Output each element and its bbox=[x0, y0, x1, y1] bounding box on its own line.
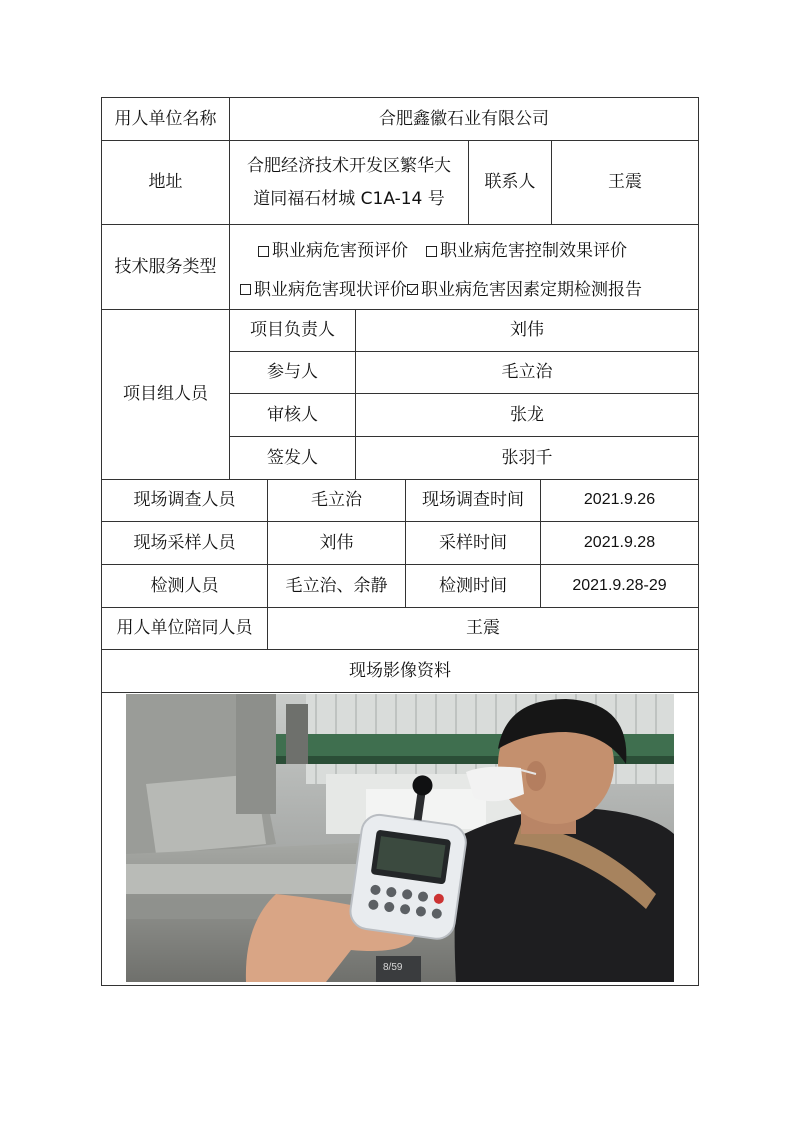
survey-time-value: 2021.9.26 bbox=[583, 491, 656, 509]
service-type-options bbox=[236, 232, 696, 309]
sampling-time-label: 采样时间 bbox=[439, 532, 507, 553]
team-member-name: 毛立治 bbox=[501, 362, 553, 383]
address-value bbox=[230, 141, 468, 224]
checkbox-icon bbox=[240, 284, 251, 295]
escort-label: 用人单位陪同人员 bbox=[116, 618, 253, 639]
survey-time-label: 现场调查时间 bbox=[422, 490, 524, 511]
service-option-periodic-detection[interactable]: 职业病危害因素定期检测报告 bbox=[407, 271, 642, 309]
sampling-staff-value: 刘伟 bbox=[319, 532, 354, 553]
service-option-pre-evaluation[interactable]: 职业病危害预评价 bbox=[258, 232, 408, 270]
photo-section-title: 现场影像资料 bbox=[349, 660, 451, 681]
site-photo bbox=[126, 694, 674, 982]
checkbox-icon bbox=[426, 246, 437, 257]
survey-staff-label: 现场调查人员 bbox=[133, 490, 236, 511]
team-role: 签发人 bbox=[267, 447, 318, 468]
device-screen-label: 8/59 bbox=[383, 962, 403, 973]
contact-value: 王震 bbox=[608, 172, 642, 193]
unit-name-value: 合肥鑫徽石业有限公司 bbox=[379, 108, 549, 129]
team-label: 项目组人员 bbox=[123, 384, 208, 405]
unit-name-label: 用人单位名称 bbox=[114, 108, 217, 129]
testing-staff-label: 检测人员 bbox=[150, 575, 219, 596]
sampling-time-value: 2021.9.28 bbox=[583, 533, 656, 551]
escort-value: 王震 bbox=[466, 618, 500, 639]
team-role: 参与人 bbox=[267, 362, 318, 383]
address-line-1: 合肥经济技术开发区繁华大 bbox=[247, 156, 451, 177]
team-member-name: 张龙 bbox=[510, 404, 544, 425]
address-label: 地址 bbox=[148, 172, 183, 193]
survey-staff-value: 毛立治 bbox=[311, 490, 362, 511]
service-type-label: 技术服务类型 bbox=[114, 256, 217, 277]
contact-label: 联系人 bbox=[484, 172, 536, 193]
testing-staff-value: 毛立治、余静 bbox=[285, 575, 388, 596]
address-line-2: 道同福石材城 C1A-14 号 bbox=[253, 188, 445, 209]
team-role: 审核人 bbox=[267, 404, 318, 425]
testing-time-value: 2021.9.28-29 bbox=[572, 576, 667, 594]
team-member-name: 张羽千 bbox=[501, 447, 553, 468]
service-option-control-effect[interactable]: 职业病危害控制效果评价 bbox=[426, 232, 627, 270]
team-member-name: 刘伟 bbox=[510, 320, 544, 341]
checkbox-checked-icon bbox=[407, 284, 418, 295]
team-role: 项目负责人 bbox=[250, 320, 335, 341]
checkbox-icon bbox=[258, 246, 269, 257]
sampling-staff-label: 现场采样人员 bbox=[133, 532, 236, 553]
service-option-status-evaluation[interactable]: 职业病危害现状评价 bbox=[240, 271, 407, 309]
testing-time-label: 检测时间 bbox=[439, 575, 507, 596]
